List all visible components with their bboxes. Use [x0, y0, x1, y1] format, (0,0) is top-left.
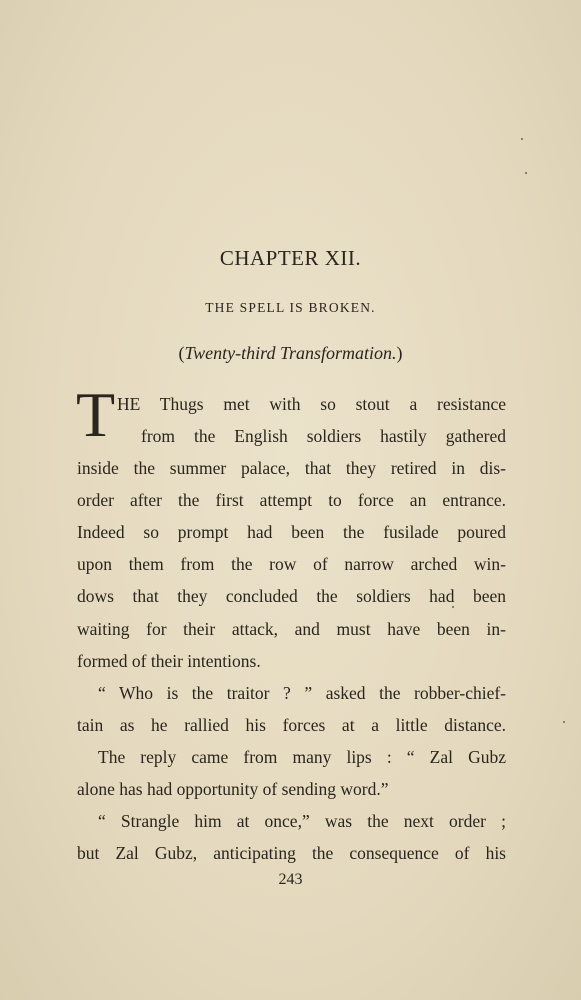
- body-line: The reply came from many lips : “ Zal Gubz: [98, 747, 506, 767]
- paper-speck: [563, 721, 565, 723]
- body-line: upon them from the row of narrow arched win-: [77, 554, 506, 574]
- body-line: dows that they concluded the soldiers had been: [77, 586, 506, 606]
- body-line: but Zal Gubz, anticipating the consequence of his: [77, 843, 506, 863]
- paper-speck: [521, 138, 523, 140]
- subtitle-text: Twenty-third Transformation.: [184, 343, 397, 363]
- body-line: HE Thugs met with so stout a resistance: [117, 394, 506, 414]
- chapter-heading: CHAPTER XII.: [219, 246, 362, 270]
- drop-cap: T: [76, 379, 116, 450]
- body-line: “ Strangle him at once,” was the next order ;: [98, 811, 506, 831]
- page-number: 243: [278, 871, 303, 888]
- body-line: tain as he rallied his forces at a little distance.: [77, 715, 506, 735]
- subtitle-close-paren: ): [396, 343, 403, 363]
- chapter-title: THE SPELL IS BROKEN.: [205, 300, 376, 315]
- body-line: Indeed so prompt had been the fusilade poured: [77, 522, 506, 542]
- subtitle-open-paren: (: [178, 343, 185, 363]
- body-line: alone has had opportunity of sending word.”: [77, 779, 389, 799]
- body-line: “ Who is the traitor ? ” asked the robber-chief-: [98, 683, 506, 703]
- body-line: formed of their intentions.: [77, 651, 261, 671]
- paper-speck: [452, 606, 454, 608]
- paper-speck: [525, 172, 527, 174]
- body-line: inside the summer palace, that they retired in dis-: [77, 458, 506, 478]
- body-line: from the English soldiers hastily gathered: [141, 426, 506, 446]
- body-line: order after the first attempt to force an entrance.: [77, 490, 506, 510]
- chapter-subtitle: [0, 343, 581, 364]
- body-line: waiting for their attack, and must have been in-: [77, 619, 506, 639]
